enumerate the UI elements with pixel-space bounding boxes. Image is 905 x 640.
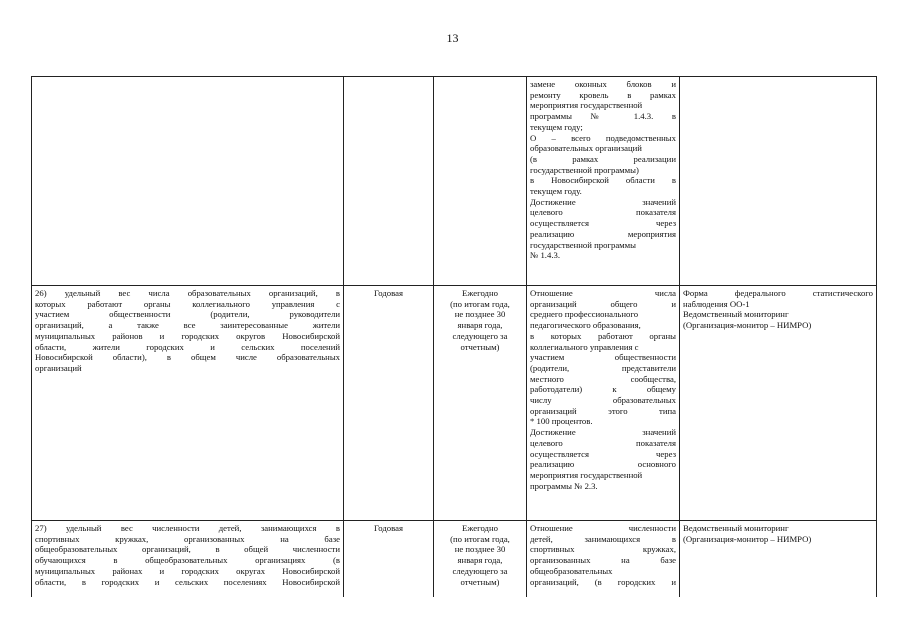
- cell-text-line: спортивных кружках, организованных на базе: [35, 533, 340, 544]
- cell-text-line: Ежегодно: [462, 523, 498, 533]
- cell-text-line: спортивных кружках,: [530, 544, 676, 555]
- calculation-method-cell: [527, 286, 680, 521]
- frequency-cell: [344, 521, 434, 597]
- cell-text-line: которых работают органы коллегиального управления с: [35, 298, 340, 309]
- cell-text-line: педагогического образования,: [530, 320, 641, 331]
- cell-text-line: следующего за: [452, 565, 508, 576]
- cell-text-line: мероприятия государственной: [530, 469, 643, 480]
- cell-text-line: участием общественности (родители, руководители: [35, 309, 340, 320]
- cell-text-line: текущем году;: [530, 121, 583, 132]
- cell-text-line: организованных на базе: [530, 555, 676, 566]
- calculation-method-cell: [527, 521, 680, 597]
- cell-text-line: № 1.4.3.: [530, 250, 561, 261]
- cell-text-line: следующего за: [452, 330, 508, 341]
- cell-text-line: области, в городских и сельских поселениях Новосибирской: [35, 576, 340, 587]
- cell-text-line: (по итогам года,: [450, 533, 510, 544]
- cell-text-line: Достижение значений: [530, 427, 676, 438]
- cell-text-line: не позднее 30: [454, 544, 506, 555]
- cell-text-line: организаций общего и: [530, 298, 676, 309]
- cell-text-line: отчетным): [460, 576, 500, 587]
- cell-text-line: замене оконных блоков и: [530, 79, 676, 89]
- cell-text-line: января года,: [457, 555, 503, 566]
- cell-text-line: в Новосибирской области в: [530, 175, 676, 186]
- cell-text-line: реализацию основного: [530, 459, 676, 470]
- cell-text-line: мероприятия государственной: [530, 100, 643, 111]
- cell-text-line: (в рамках реализации: [530, 153, 676, 164]
- cell-text-line: О – всего подведомственных: [530, 132, 676, 143]
- cell-text-line: Ведомственный мониторинг: [683, 523, 789, 533]
- cell-text-line: Форма федерального статистического: [683, 288, 873, 298]
- cell-text-line: детей, занимающихся в: [530, 533, 676, 544]
- cell-text-line: (Организация-монитор – НИМРО): [683, 320, 812, 331]
- cell-text-line: общеобразовательных организаций, в общей численности: [35, 544, 340, 555]
- cell-text-line: муниципальных районов и городских округов Новосибирской: [35, 330, 340, 341]
- cell-text-line: Ведомственный мониторинг: [683, 309, 789, 320]
- cell-text-line: коллегиального управления с: [530, 341, 639, 352]
- cell-text-line: в которых работают органы: [530, 330, 676, 341]
- deadline-cell: [434, 286, 527, 521]
- cell-text-line: государственной программы): [530, 164, 639, 175]
- indicator-name-cell: [32, 521, 344, 597]
- cell-text-line: 27) удельный вес численности детей, занимающихся в: [35, 523, 340, 533]
- frequency-cell: [344, 77, 434, 286]
- table-row: [32, 521, 877, 597]
- cell-text-line: программы № 2.3.: [530, 480, 598, 491]
- cell-text-line: (Организация-монитор – НИМРО): [683, 533, 812, 544]
- cell-text-line: Отношение численности: [530, 523, 676, 533]
- cell-text-line: организаций этого типа: [530, 405, 676, 416]
- cell-text-line: отчетным): [460, 341, 500, 352]
- cell-text-line: Достижение значений: [530, 196, 676, 207]
- cell-text: Годовая: [374, 523, 403, 533]
- cell-text-line: организаций: [35, 362, 82, 373]
- cell-text-line: местного сообщества,: [530, 373, 676, 384]
- cell-text-line: реализацию мероприятия: [530, 228, 676, 239]
- table-row: [32, 286, 877, 521]
- cell-text-line: работодатели) к общему: [530, 384, 676, 395]
- cell-text-line: * 100 процентов.: [530, 416, 593, 427]
- cell-text-line: января года,: [457, 320, 503, 331]
- cell-text-line: (по итогам года,: [450, 298, 510, 309]
- cell-text-line: государственной программы: [530, 239, 637, 250]
- cell-text-line: организаций, (в городских и: [530, 576, 676, 587]
- cell-text-line: организаций, а также все заинтересованные жители: [35, 320, 340, 331]
- cell-text-line: осуществляется через: [530, 218, 676, 229]
- cell-text-line: области, жители городских и сельских поселений: [35, 341, 340, 352]
- indicator-table: [31, 76, 877, 597]
- cell-text: Годовая: [374, 288, 403, 298]
- page-number: 13: [446, 31, 459, 45]
- cell-text-line: 26) удельный вес числа образовательных организаций, в: [35, 288, 340, 298]
- cell-text-line: Ежегодно: [462, 288, 498, 298]
- data-source-cell: [680, 286, 877, 521]
- cell-text-line: образовательных организаций: [530, 143, 642, 154]
- data-source-cell: [680, 521, 877, 597]
- cell-text-line: программы № 1.4.3. в: [530, 111, 676, 122]
- deadline-cell: [434, 77, 527, 286]
- cell-text-line: общеобразовательных: [530, 565, 613, 576]
- data-source-cell: [680, 77, 877, 286]
- cell-text-line: Отношение числа: [530, 288, 676, 298]
- cell-text-line: не позднее 30: [454, 309, 506, 320]
- deadline-cell: [434, 521, 527, 597]
- cell-text-line: (родители, представители: [530, 362, 676, 373]
- cell-text-line: обучающихся в общеобразовательных организациях (в: [35, 555, 340, 566]
- cell-text-line: наблюдения ОО-1: [683, 298, 750, 309]
- cell-text-line: числу образовательных: [530, 395, 676, 406]
- table-row: [32, 77, 877, 286]
- indicator-name-cell: [32, 77, 344, 286]
- cell-text-line: текущем году.: [530, 186, 582, 197]
- cell-text-line: Новосибирской области), в общем числе образовательных: [35, 352, 340, 363]
- frequency-cell: [344, 286, 434, 521]
- cell-text-line: целевого показателя: [530, 207, 676, 218]
- cell-text-line: целевого показателя: [530, 437, 676, 448]
- cell-text-line: муниципальных районах и городских округах Новосибирской: [35, 565, 340, 576]
- calculation-method-cell: [527, 77, 680, 286]
- cell-text-line: участием общественности: [530, 352, 676, 363]
- cell-text-line: среднего профессионального: [530, 309, 639, 320]
- cell-text-line: осуществляется через: [530, 448, 676, 459]
- cell-text-line: ремонту кровель в рамках: [530, 89, 676, 100]
- indicator-name-cell: [32, 286, 344, 521]
